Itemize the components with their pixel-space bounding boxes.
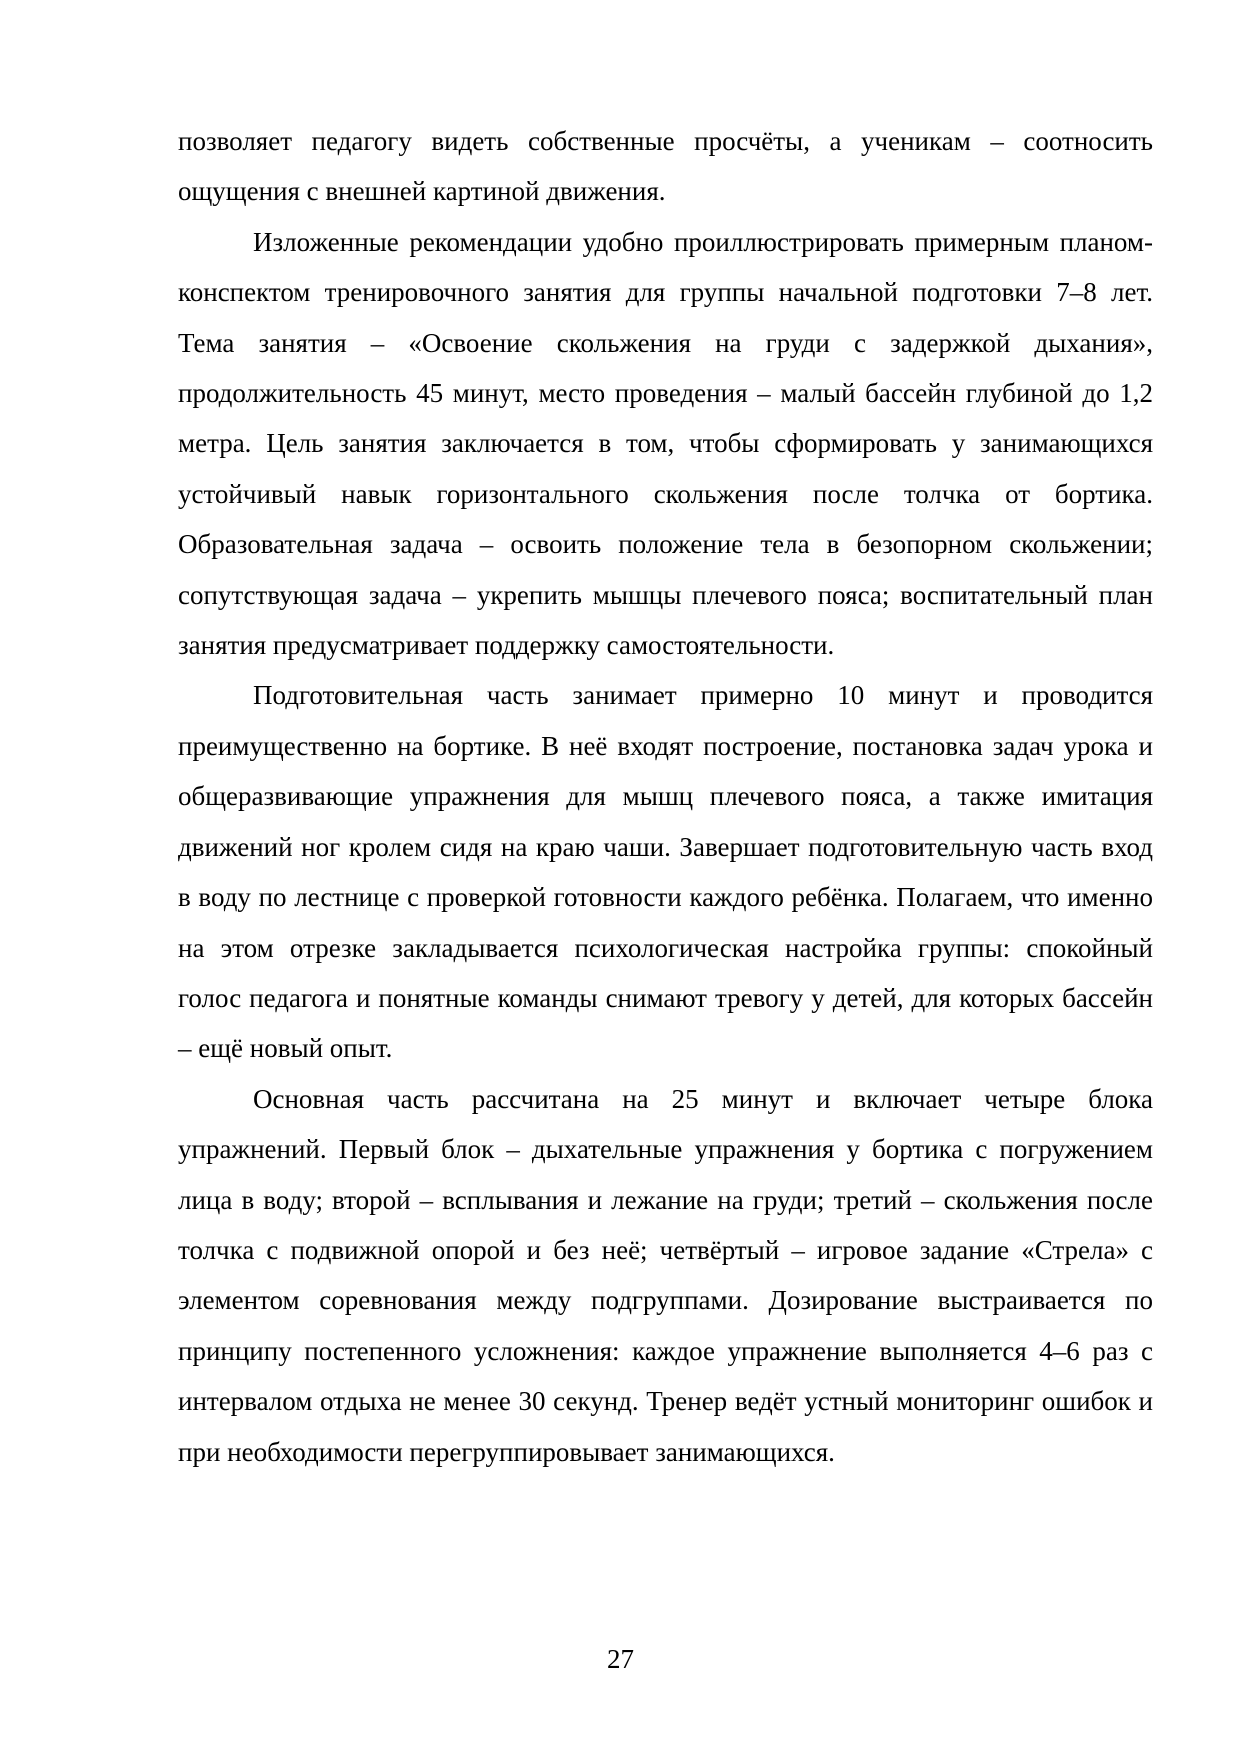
page-number: 27 [607,1644,634,1674]
paragraph-2: Изложенные рекомендации удобно проиллюстрировать примерным планом-конспектом тренировочного занятия для группы начальной подготовки 7–8 лет. Тема занятия – «Освоение скольжения на груди с задержкой дыхания», продолжительность 45 минут, место проведения – малый бассейн глубиной до 1,2 метра. Цель занятия заключается в том, чтобы сформировать у занимающихся устойчивый навык горизонтального скольжения после толчка от бортика. Образовательная задача – освоить положение тела в безопорном скольжении; сопутствующая задача – укрепить мышцы плечевого пояса; воспитательный план занятия предусматривает поддержку самостоятельности. [178,226,1153,661]
paragraph-3: Подготовительная часть занимает примерно 10 минут и проводится преимущественно на бортике. В неё входят построение, постановка задач урока и общеразвивающие упражнения для мышц плечевого пояса, а также имитация движений ног кролем сидя на краю чаши. Завершает подготовительную часть вход в воду по лестнице с проверкой готовности каждого ребёнка. Полагаем, что именно на этом отрезке закладывается психологическая настройка группы: спокойный голос педагога и понятные команды снимают тревогу у детей, для которых бассейн – ещё новый опыт. [178,680,1153,1064]
paragraph-1: позволяет педагогу видеть собственные просчёты, а ученикам – соотносить ощущения с внешней картиной движения. [178,126,1153,207]
body-text [178,116,1153,1477]
paragraph-4: Основная часть рассчитана на 25 минут и включает четыре блока упражнений. Первый блок – дыхательные упражнения у бортика с погружением лица в воду; второй – всплывания и лежание на груди; третий – скольжения после толчка с подвижной опорой и без неё; четвёртый – игровое задание «Стрела» с элементом соревнования между подгруппами. Дозирование выстраивается по принципу постепенного усложнения: каждое упражнение выполняется 4–6 раз с интервалом отдыха не менее 30 секунд. Тренер ведёт устный мониторинг ошибок и при необходимости перегруппировывает занимающихся. [178,1083,1153,1467]
